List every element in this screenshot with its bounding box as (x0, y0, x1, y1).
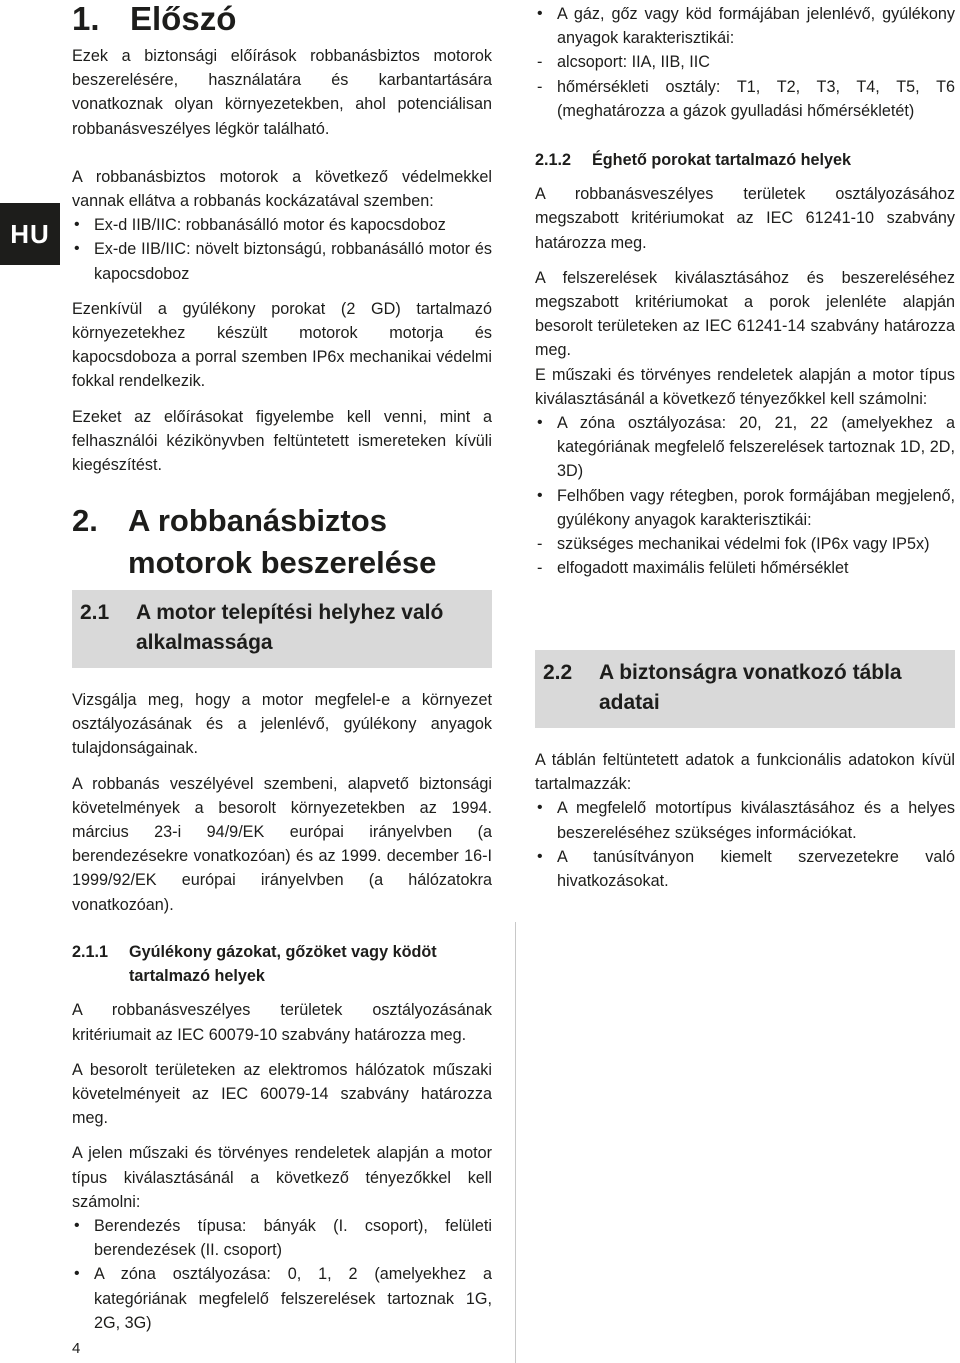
section-number: 1. (72, 0, 100, 37)
subsection-heading (535, 148, 955, 172)
list-item: • A megfelelő motortípus kiválasztásához és a helyes beszereléséhez szükséges információkat. (535, 796, 955, 844)
paragraph: A robbanásveszélyes területek osztályozásához megszabott kritériumokat az IEC 61241-10 szabvány határozza meg. (535, 185, 955, 252)
list-item: • A gáz, gőz vagy köd formájában jelenlévő, gyúlékony anyagok karakterisztikái: (535, 2, 955, 50)
list-item: • Berendezés típusa: bányák (I. csoport), felületi berendezések (II. csoport) (72, 1214, 492, 1262)
section-number: 2.2 (543, 661, 573, 684)
section-2-1-body (72, 688, 492, 917)
section-title: Gyúlékony gázokat, gőzöket vagy ködöt tartalmazó helyek (129, 943, 437, 986)
paragraph: Ezenkívül a gyúlékony porokat (2 GD) tartalmazó környezetekhez készült motorok motorja és kapocsdoboza a porral szemben IP6x mechanikai védelmi fokkal rendelkezik. (72, 299, 492, 391)
list-item: • Ex-de IIB/IIC: növelt biztonságú, robbanásálló motor és kapocsdoboz (72, 237, 492, 285)
column-divider (515, 922, 516, 1363)
section-2-heading (72, 500, 492, 584)
paragraph: Ezeket az előírásokat figyelembe kell venni, mint a felhasználói kézikönyvben feltüntetett ismereteken kívüli kiegészítést. (72, 407, 492, 475)
list-item: • A zóna osztályozása: 0, 1, 2 (amelyekhez a kategóriának megfelelő felszerelések tartoznak 1G, 2G, 3G) (72, 1262, 492, 1335)
section-2-1-2 (535, 148, 955, 580)
paragraph: A táblán feltüntetett adatok a funkcionális adatokon kívül tartalmazzák: (535, 751, 955, 794)
subsection-heading (72, 940, 492, 988)
section-number: 2.1.1 (72, 943, 109, 961)
list-item: - alcsoport: IIA, IIB, IIC (535, 50, 955, 74)
section-2-2-heading (535, 650, 955, 728)
paragraph: Vizsgálja meg, hogy a motor megfelel-e a környezet osztályozásának és a jelenlévő, gyúlékony anyagok tulajdonságainak. (72, 691, 492, 758)
list-item: - elfogadott maximális felületi hőmérséklet (535, 556, 955, 580)
dust-factor-list (535, 411, 955, 580)
section-2-2-body (535, 748, 955, 893)
paragraph: A felszerelések kiválasztásához és beszereléséhez megszabott kritériumokat a porok jelenléte alapján besorolt területeken az IEC 61241-14 szabvány határozza meg. (535, 268, 955, 360)
list-item: • Felhőben vagy rétegben, porok formájában megjelenő, gyúlékony anyagok karakterisztikái: (535, 484, 955, 532)
paragraph: A robbanás veszélyével szembeni, alapvető biztonsági követelmények a besorolt környezetekben az 1994. március 23-i 94/9/EK európai irányelvben (a berendezésekre vonatkozóan) és az 1999. december 16-I 1999/92/EK európai irányelvben (a hálózatokra vonatkozóan). (72, 774, 492, 914)
gas-characteristics-list (535, 2, 955, 123)
paragraph: A jelen műszaki és törvényes rendeletek alapján a motor típus kiválasztásánál a következő tényezőkkel kell számolni: (72, 1144, 492, 1211)
section-title: Előszó (130, 0, 237, 37)
section-title: A motor telepítési helyhez való alkalmassága (136, 601, 444, 654)
paragraph: E műszaki és törvényes rendeletek alapján a motor típus kiválasztásánál a következő tényezőkkel kell számolni: (535, 365, 955, 408)
list-item: - hőmérsékleti osztály: T1, T2, T3, T4, T5, T6 (meghatározza a gázok gyulladási hőmérsékletét) (535, 75, 955, 123)
paragraph: A robbanásbiztos motorok a következő védelmekkel vannak ellátva a robbanás kockázatával szemben: (72, 167, 492, 211)
section-number: 2.1 (80, 601, 110, 624)
list-item: • A tanúsítványon kiemelt szervezetekre való hivatkozásokat. (535, 845, 955, 893)
paragraph: Ezek a biztonsági előírások robbanásbiztos motorok beszerelésére, használatára és karbantartására vonatkoznak olyan környezetekben, ahol potenciálisan robbanásveszélyes légkör található. (72, 47, 492, 138)
list-item: - szükséges mechanikai védelmi fok (IP6x vagy IP5x) (535, 532, 955, 556)
section-2-1-heading (72, 590, 492, 668)
section-title: A robbanásbiztos motorok beszerelése (128, 503, 437, 580)
section-2-1-1 (72, 940, 492, 1335)
right-column-top (535, 2, 955, 123)
list-item: • Ex-d IIB/IIC: robbanásálló motor és kapocsdoboz (72, 213, 492, 237)
section-title: A biztonságra vonatkozó tábla adatai (599, 661, 902, 714)
page-number: 4 (72, 1340, 81, 1357)
language-tab: HU (0, 203, 60, 265)
factor-list (72, 1214, 492, 1335)
section-number: 2.1.2 (535, 151, 572, 169)
paragraph: A robbanásveszélyes területek osztályozásának kritériumait az IEC 60079-10 szabvány határozza meg. (72, 1001, 492, 1044)
section-1-body (72, 44, 492, 477)
protection-list (72, 213, 492, 286)
section-number: 2. (72, 503, 98, 538)
list-item: • A zóna osztályozása: 20, 21, 22 (amelyekhez a kategóriának megfelelő felszerelések tartoznak 1D, 2D, 3D) (535, 411, 955, 484)
paragraph: A besorolt területeken az elektromos hálózatok műszaki követelményeit az IEC 60079-14 szabvány határozza meg. (72, 1060, 492, 1128)
section-1-heading (72, 0, 236, 38)
plate-data-list (535, 796, 955, 893)
section-title: Éghető porokat tartalmazó helyek (592, 151, 852, 169)
